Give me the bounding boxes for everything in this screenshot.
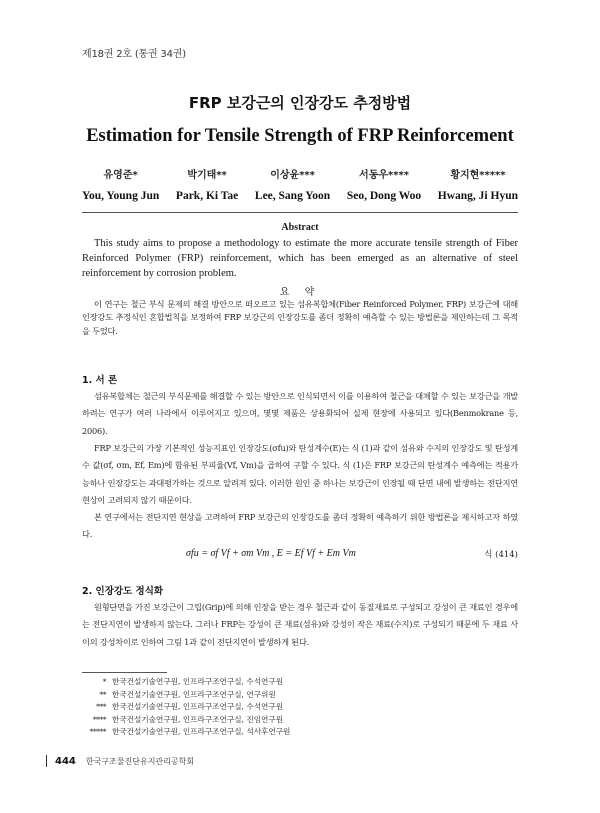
korean-abstract-heading: 요 약: [279, 287, 321, 298]
section-2-heading: 2. 인장강도 정식화: [82, 586, 164, 597]
title-english: Estimation for Tensile Strength of FRP Reinforcement: [86, 126, 514, 146]
author-name-english: Park, Ki Tae: [175, 190, 239, 202]
author-name-english: Lee, Sang Yoon: [254, 190, 331, 202]
footnote-mark: ****: [92, 714, 106, 724]
footnote-text: 한국건설기술연구원, 인프라구조연구실, 진임연구원: [112, 714, 284, 724]
section-2-paragraph-1: 원형단면을 가진 보강근이 그립(Grip)에 의해 인장을 받는 경우 철근과 같이 동질재료로 구성되고 강성이 큰 재료인 경우에는 전단지연이 발생하지 않는다. 그러나 FRP는 강성이 큰 재료(섬유)와 강성이 작은 재료(수지)로 구성되기 때문에 두 재료 사이의 강성차이로 인하여 그림 1과 같이 전단지연이 발생하게 된다.: [82, 602, 518, 647]
equation-number: 식 (414): [484, 550, 518, 560]
footnote: [82, 676, 518, 689]
footnote-mark: **: [99, 689, 106, 699]
author-name-english: Hwang, Ji Hyun: [437, 190, 518, 202]
abstract-text: This study aims to propose a methodology to estimate the more accurate tensile strength of Fiber Reinforced Polymer (FRP) reinforcement, which has been emerged as an alternative of steel reinforcement by corrosion problem.: [82, 238, 518, 279]
footer-bar: [46, 755, 47, 767]
author-name-korean: 서동우****: [359, 170, 409, 181]
footnote-list: [82, 676, 518, 739]
footnote-text: 한국건설기술연구원, 인프라구조연구실, 석사후연구원: [112, 727, 291, 737]
author-name-english: Seo, Dong Woo: [346, 190, 422, 202]
journal-issue-header: 제18권 2호 (통권 34권): [82, 49, 186, 60]
footnote: [82, 689, 518, 702]
page-footer: [46, 755, 194, 767]
section-1-heading: 1. 서 론: [82, 375, 118, 386]
author-name-korean: 박기태**: [187, 170, 227, 181]
title-korean: FRP 보강근의 인장강도 추정방법: [188, 94, 412, 112]
section-1-paragraph-2: FRP 보강근의 가장 기본적인 성능지표인 인장강도(σfu)와 탄성계수(E)는 식 (1)과 같이 섬유와 수지의 인장강도 및 탄성계수 값(σf, σm, Ef, Em)에 함유된 부피율(Vf, Vm)을 곱하여 구할 수 있다. 식 (1)은 FRP 보강근의 탄성계수 예측에는 적용가능하나 인장강도는 과대평가하는 것으로 알려져 있다. 이러한 원인 중 하나는 보강근이 인장될 때 단면 내에 발생하는 전단지연 현상이 고려되지 않기 때문이다.: [82, 443, 518, 505]
footnote-mark: ***: [96, 702, 106, 712]
footnote: [82, 714, 518, 727]
footnote: [82, 701, 518, 714]
journal-name: 한국구조물진단유지관리공학회: [85, 756, 195, 766]
footnote-mark: *****: [89, 727, 106, 737]
footnote-text: 한국건설기술연구원, 인프라구조연구실, 수석연구원: [112, 677, 284, 686]
author: [347, 166, 421, 202]
abstract-heading: Abstract: [281, 222, 319, 233]
section-1-paragraph-3: 본 연구에서는 전단지연 현상을 고려하여 FRP 보강근의 인장강도를 좀더 정확히 예측하기 위한 방법론을 제시하고자 하였다.: [82, 512, 518, 540]
header-divider: [82, 212, 518, 213]
footnote-text: 한국건설기술연구원, 인프라구조연구실, 연구위원: [112, 689, 276, 699]
equation-1: [82, 548, 518, 564]
author-name-korean: 황지현*****: [450, 170, 506, 181]
author-name-korean: 유영준*: [103, 170, 138, 181]
footnote-text: 한국건설기술연구원, 인프라구조연구실, 수석연구원: [112, 702, 284, 712]
author: [438, 166, 518, 202]
page-number: 444: [55, 755, 76, 767]
author: [176, 166, 238, 202]
author-list: [82, 166, 518, 202]
footnote-mark: *: [102, 677, 106, 686]
author-name-korean: 이상윤***: [270, 170, 315, 181]
author: [82, 166, 159, 202]
section-1-paragraph-1: 섬유복합체는 철근의 부식문제를 해결할 수 있는 방안으로 인식되면서 이를 이용하여 철근을 대체할 수 있는 보강근을 개발하려는 연구가 여러 나라에서 이루어지고 있으며, 몇몇 제품은 상용화되어 실제 현장에 사용되고 있다(Benmokrane 등, 2006).: [82, 391, 518, 436]
korean-abstract-text: 이 연구는 철근 부식 문제의 해결 방안으로 떠오르고 있는 섬유복합체(Fiber Reinforced Polymer, FRP) 보강근에 대해 인장강도 추정식인 혼합법칙을 보정하여 FRP 보강근의 인장강도를 좀더 정확히 예측할 수 있는 방법론을 제안하는데 그 목적을 두었다.: [82, 299, 518, 336]
footnote-divider: [82, 672, 167, 673]
footnote: [82, 726, 518, 739]
author: [255, 166, 330, 202]
equation-expression: σfu = σf Vf + σm Vm , E = Ef Vf + Em Vm: [186, 548, 356, 559]
author-name-english: You, Young Jun: [82, 190, 160, 202]
